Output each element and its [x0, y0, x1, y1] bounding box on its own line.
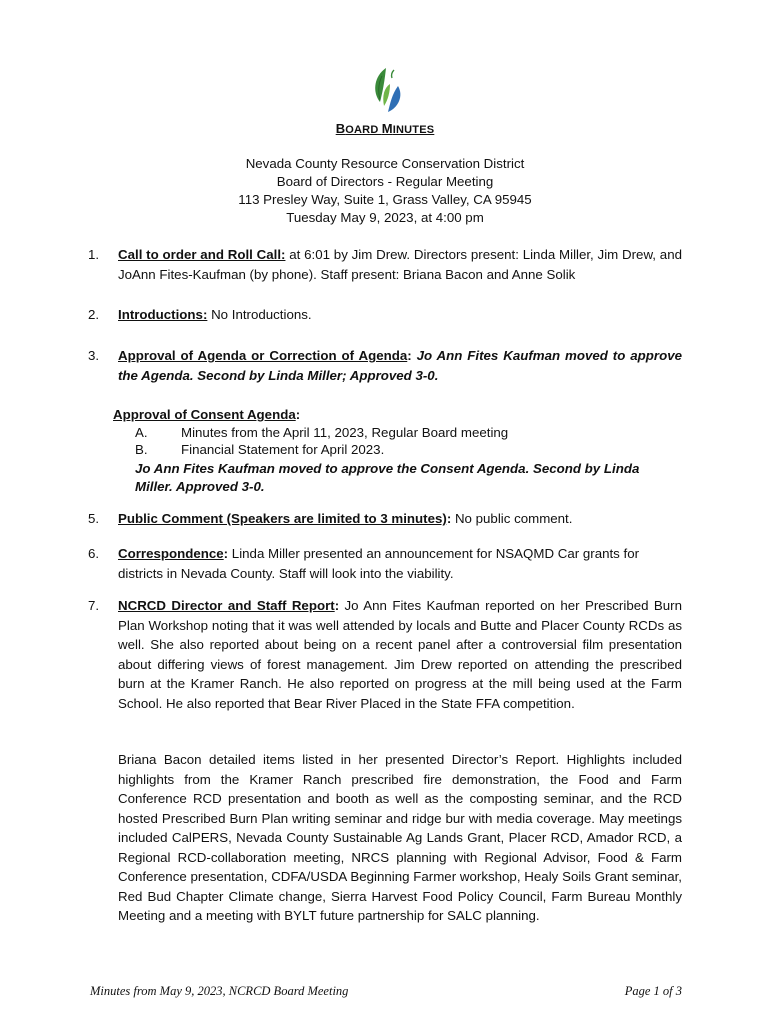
- agenda-item-6: 6. Correspondence: Linda Miller presented an announcement for NSAQMD Car grants for districts in Nevada County. Staff will look into the viability.: [88, 546, 640, 581]
- consent-item-b: B. Financial Statement for April 2023.: [135, 442, 385, 457]
- agenda-item-3: 3. Approval of Agenda or Correction of Agenda: Jo Ann Fites Kaufman moved to approve the Agenda. Second by Linda Miller; Approved 3-0.: [88, 348, 682, 383]
- agenda-item-2: 2. Introductions: No Introductions.: [88, 307, 312, 322]
- meeting-header: [0, 155, 770, 227]
- motion-text: Jo Ann Fites Kaufman moved to approve the Agenda. Second by Linda Miller; Approved 3-0.: [118, 348, 682, 383]
- consent-item-a: A. Minutes from the April 11, 2023, Regular Board meeting: [135, 424, 509, 440]
- agenda-item-1: 1. Call to order and Roll Call: at 6:01 by Jim Drew. Directors present: Linda Miller, Jim Drew, and JoAnn Fites-Kaufman (by phone). Staff present: Briana Bacon and Anne Solik: [88, 247, 682, 282]
- agenda-item-7: 7. NCRCD Director and Staff Report: Jo Ann Fites Kaufman reported on her Prescribed Burn Plan Workshop noting that it was well attended by locals and Butte and Placer County RCDs as well. She also reported about being on a recent panel after a controversial film presentation about differing views of forest management. Jim Drew reported on attending the prescribed burn at the Kramer Ranch. He also reported on progress at the mill being used at the Farm School. He also reported that Bear River Placed in the State FFA competition.: [88, 598, 683, 711]
- item-heading: NCRCD Director and Staff Report: [118, 598, 335, 613]
- meeting-date: Tuesday May 9, 2023, at 4:00 pm: [286, 210, 484, 225]
- leaf-logo-icon: [368, 66, 404, 114]
- org-name: Nevada County Resource Conservation District: [245, 156, 525, 171]
- consent-motion: Jo Ann Fites Kaufman moved to approve the Consent Agenda. Second by Linda Miller. Approved 3-0.: [135, 460, 640, 494]
- page-title: BOARD MINUTES: [335, 121, 435, 136]
- meeting-type: Board of Directors - Regular Meeting: [276, 174, 494, 189]
- page-number: Page 1 of 3: [624, 984, 682, 998]
- consent-agenda: Approval of Consent Agenda: A. Minutes from the April 11, 2023, Regular Board meeting B. Financial Statement for April 2023. Jo Ann Fites Kaufman moved to approve the Consent Agenda. Second by Linda Miller. Approved 3-0.: [113, 406, 673, 496]
- directors-report-paragraph: Briana Bacon detailed items listed in her presented Director’s Report. Highlights included highlights from the Kramer Ranch prescribed fire demonstration, the Food and Farm Conference RCD presentation and booth as well as the composting seminar, and the RCD hosted Prescribed Burn Plan writing seminar and ridge bur with media coverage. May meetings included CalPERS, Nevada County Sustainable Ag Lands Grant, Placer RCD, Amador RCD, a Regional RCD-collaboration meeting, NRCS planning with Regional Advisor, Food & Farm Conference presentation, CDFA/USDA Beginning Farmer workshop, Healy Soils Grant seminar, Red Bud Chapter Climate change, Sierra Harvest Food Policy Council, Farm Bureau Monthly Meeting and a meeting with BYLT future partnership for SALC planning.: [118, 752, 682, 923]
- agenda-item-5: 5. Public Comment (Speakers are limited to 3 minutes): No public comment.: [88, 511, 573, 526]
- consent-heading: Approval of Consent Agenda: [113, 407, 296, 422]
- item-heading: Call to order and Roll Call:: [118, 247, 286, 262]
- footer-left: Minutes from May 9, 2023, NCRCD Board Meeting: [90, 984, 349, 998]
- meeting-address: 113 Presley Way, Suite 1, Grass Valley, CA 95945: [238, 192, 532, 207]
- item-heading: Correspondence: [118, 546, 224, 561]
- item-heading: Approval of Agenda or Correction of Agenda: [118, 348, 408, 363]
- item-heading: Introductions:: [118, 307, 208, 322]
- item-heading: Public Comment (Speakers are limited to 3 minutes): [118, 511, 447, 526]
